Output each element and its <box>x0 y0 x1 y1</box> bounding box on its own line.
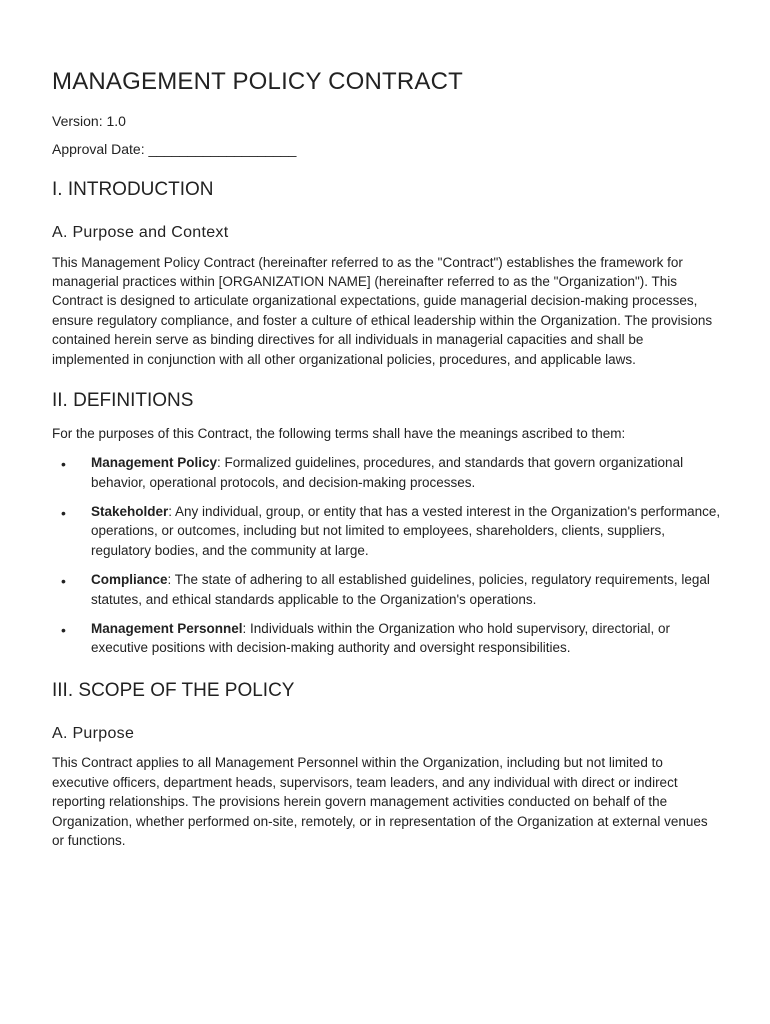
scope-paragraph: This Contract applies to all Management Personnel within the Organization, including but not limited to executive officers, department heads, supervisors, team leaders, and any individual with direct or indirect reporting relationships. The provisions herein govern management activities conducted on behalf of the Organization, whether performed on-site, remotely, or in representation of the Organization at external venues or functions. <box>52 755 708 848</box>
definition-term: Management Policy <box>91 455 218 471</box>
definition-item-compliance <box>52 570 722 609</box>
subheading-purpose: A. Purpose <box>52 724 135 742</box>
bullet-icon: • <box>61 573 66 590</box>
definition-text: : Formalized guidelines, procedures, and standards that govern organizational behavior, operational protocols, and decision-making processes. <box>91 455 684 490</box>
bullet-icon: • <box>61 622 66 639</box>
introduction-paragraph: This Management Policy Contract (hereinafter referred to as the "Contract") establishes the framework for managerial practices within [ORGANIZATION NAME] (hereinafter referred to as the "Organization"). This Contract is designed to articulate organizational expectations, guide managerial decision-making processes, ensure regulatory compliance, and foster a culture of ethical leadership within the Organization. The provisions contained herein serve as binding directives for all individuals in managerial capacities and shall be implemented in conjunction with all other organizational policies, procedures, and applicable laws. <box>52 254 713 367</box>
bullet-icon: • <box>61 505 66 521</box>
bullet-icon: • <box>61 456 66 473</box>
section-heading-definitions: II. DEFINITIONS <box>52 390 194 412</box>
definition-text: : Any individual, group, or entity that has a vested interest in the Organization's performance, operations, or outcomes, including but not limited to employees, shareholders, clients, suppliers, regulatory bodies, and the community at large. <box>91 504 721 558</box>
document-page <box>52 68 722 850</box>
definition-term: Compliance <box>91 572 168 588</box>
subheading-purpose-and-context: A. Purpose and Context <box>52 223 229 241</box>
definitions-intro: For the purposes of this Contract, the following terms shall have the meanings ascribed to them: <box>52 425 626 441</box>
definition-term: Management Personnel <box>91 621 243 637</box>
definition-term: Stakeholder <box>91 504 169 519</box>
version-line: Version: 1.0 <box>52 112 126 129</box>
definition-item-management-policy <box>52 453 722 492</box>
definition-item-management-personnel <box>52 619 722 658</box>
section-heading-scope: III. SCOPE OF THE POLICY <box>52 679 295 701</box>
document-title: MANAGEMENT POLICY CONTRACT <box>52 68 464 95</box>
definitions-list <box>52 453 722 658</box>
approval-date-line: Approval Date: ___________________ <box>52 140 297 157</box>
definition-item-stakeholder <box>52 502 722 560</box>
definition-text: : Individuals within the Organization who hold supervisory, directorial, or executive positions with decision-making authority and oversight responsibilities. <box>91 621 671 656</box>
definition-text: : The state of adhering to all established guidelines, policies, regulatory requirements, legal statutes, and ethical standards applicable to the Organization's operations. <box>91 572 710 607</box>
section-heading-introduction: I. INTRODUCTION <box>52 179 214 201</box>
